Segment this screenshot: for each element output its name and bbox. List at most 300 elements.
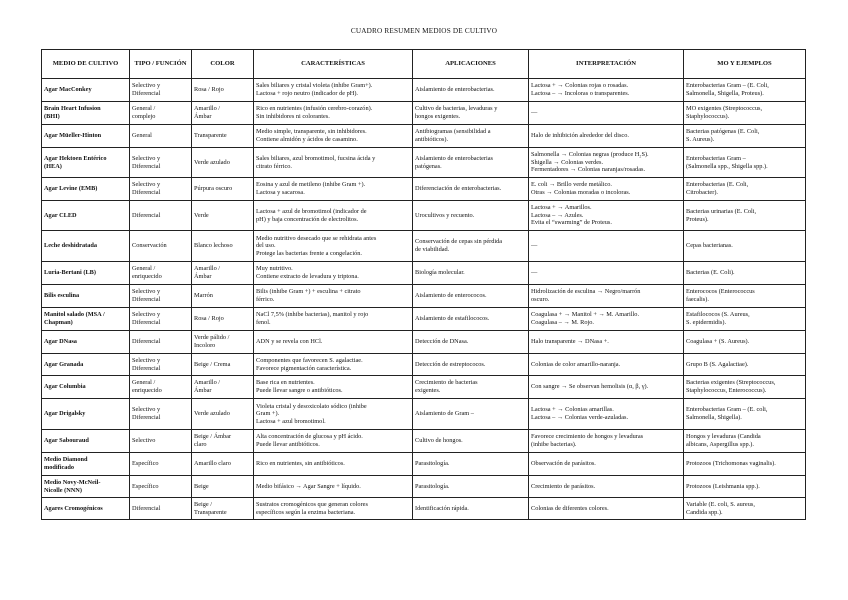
cell-text-line: Verde azulado <box>194 158 230 166</box>
medium-name-cell <box>42 331 130 354</box>
table-row <box>42 476 806 498</box>
cell-text-line: Bilis esculina <box>44 292 80 300</box>
examples-cell <box>684 331 806 354</box>
cell-text-line: Agar Müeller-Hinton <box>44 132 102 140</box>
cell-text-line: Salmonella, Shigella, Proteus). <box>686 90 764 97</box>
cell-text-line: Diferencial <box>132 338 161 346</box>
table-row <box>42 453 806 476</box>
header-caracteristicas: CARACTERÍSTICAS <box>254 50 413 79</box>
cell-text-line: Crecimiento de bacterias <box>415 379 478 387</box>
cell-text-line: Sin inhibidores ni colorantes. <box>256 113 330 120</box>
applications-cell <box>413 453 529 476</box>
cell-text-line: férrico. <box>256 296 275 303</box>
cell-text-line: Lactosa + → Amarillos. <box>531 204 592 212</box>
medium-name-cell <box>42 148 130 178</box>
cell-text-line: Rico en nutrientes, sin antibióticos. <box>256 460 345 468</box>
cell-text-line: albicans, Aspergillus spp.). <box>686 441 754 448</box>
cell-text-line: Parasitología. <box>415 482 450 490</box>
characteristics-cell <box>254 125 413 148</box>
table-row <box>42 178 806 201</box>
interpretation-cell <box>529 354 684 376</box>
cell-text-line: — <box>531 269 538 277</box>
cell-text-line: Sustratos cromogénicos que generan colores <box>256 500 368 508</box>
cell-text-line: Biología molecular. <box>415 269 465 277</box>
cell-text-line: fenol. <box>256 319 271 326</box>
cell-text-line: Agar CLED <box>44 211 77 219</box>
header-color: COLOR <box>192 50 254 79</box>
cell-text-line: Diferencial <box>132 211 161 219</box>
cell-text-line: Lactosa y sacarosa. <box>256 189 305 196</box>
interpretation-cell <box>529 79 684 102</box>
cell-text-line: Alta concentración de glucosa y pH ácido. <box>256 433 363 441</box>
cell-text-line: General / <box>132 265 156 273</box>
type-cell <box>130 308 192 331</box>
table-row <box>42 308 806 331</box>
characteristics-cell <box>254 231 413 262</box>
characteristics-cell <box>254 148 413 178</box>
cell-text-line: MO exigentes (Streptococcus, <box>686 105 763 113</box>
color-cell <box>192 498 254 520</box>
characteristics-cell <box>254 354 413 376</box>
interpretation-cell <box>529 399 684 430</box>
cell-text-line: Diferenciación de enterobacterias. <box>415 185 502 193</box>
applications-cell <box>413 430 529 453</box>
cell-text-line: Puede llevar sangre o antibióticos. <box>256 387 343 394</box>
examples-cell <box>684 498 806 520</box>
cell-text-line: General <box>132 132 152 140</box>
cell-text-line: Ámbar <box>194 113 212 120</box>
culture-media-table <box>41 49 806 520</box>
cell-text-line: Componentes que favorecen S. agalactiae. <box>256 356 363 364</box>
cell-text-line: específicos según la enzima bacteriana. <box>256 508 356 516</box>
cell-text-line: Coagulasa – → M. Rojo. <box>531 319 594 326</box>
cell-text-line: Diferencial <box>132 364 161 372</box>
cell-text-line: Amarillo / <box>194 379 221 387</box>
applications-cell <box>413 354 529 376</box>
medium-name-cell <box>42 178 130 201</box>
type-cell <box>130 331 192 354</box>
interpretation-cell <box>529 308 684 331</box>
color-cell <box>192 399 254 430</box>
cell-text-line: Lactosa – → Incoloras o transparentes. <box>531 90 630 97</box>
cell-text-line: Base rica en nutrientes. <box>256 379 315 387</box>
color-cell <box>192 376 254 399</box>
cell-text-line: Lactosa + → Colonias amarillas. <box>531 406 614 414</box>
cell-text-line: Selectivo y <box>132 154 161 162</box>
type-cell <box>130 102 192 125</box>
cell-text-line: NaCl 7,5% (inhibe bacterias), manitol y rojo <box>256 311 369 319</box>
examples-cell <box>684 430 806 453</box>
medium-name-cell <box>42 285 130 308</box>
cell-text-line: Enterobacterias Gram – <box>686 154 746 162</box>
cell-text-line: Medio simple, transparente, sin inhibidores. <box>256 128 367 136</box>
characteristics-cell <box>254 453 413 476</box>
cell-text-line: Específico <box>132 460 159 468</box>
cell-text-line: Diferencial <box>132 189 161 196</box>
cell-text-line: (Salmonella spp., Shigella spp.). <box>686 162 768 170</box>
cell-text-line: Ámbar <box>194 387 212 394</box>
color-cell <box>192 331 254 354</box>
cell-text-line: Protege las bacterias frente a congelación. <box>256 249 362 257</box>
cell-text-line: antibióticos). <box>415 136 449 143</box>
interpretation-cell <box>529 476 684 498</box>
table-row <box>42 231 806 262</box>
examples-cell <box>684 231 806 262</box>
cell-text-line: Detección de DNasa. <box>415 338 469 346</box>
applications-cell <box>413 285 529 308</box>
cell-text-line: Eosina y azul de metileno (inhibe Gram +). <box>256 181 366 189</box>
table-row <box>42 79 806 102</box>
medium-name-cell <box>42 201 130 231</box>
cell-text-line: Gram +). <box>256 410 280 418</box>
header-medio: MEDIO DE CULTIVO <box>42 50 130 79</box>
cell-text-line: Verde <box>194 211 209 219</box>
cell-text-line: Fermentadores → Colonias naranjas/rosadas. <box>531 166 646 174</box>
interpretation-cell <box>529 376 684 399</box>
cell-text-line: Diferencial <box>132 296 161 303</box>
cell-text-line: Rosa / Rojo <box>194 86 224 94</box>
cell-text-line: General / <box>132 105 156 113</box>
characteristics-cell <box>254 331 413 354</box>
cell-text-line: Staphylococcus). <box>686 113 730 120</box>
characteristics-cell <box>254 79 413 102</box>
cell-text-line: Nicolle (NNN) <box>44 486 82 494</box>
cell-text-line: Agar Granada <box>44 360 84 368</box>
color-cell <box>192 262 254 285</box>
characteristics-cell <box>254 430 413 453</box>
type-cell <box>130 430 192 453</box>
color-cell <box>192 285 254 308</box>
cell-text-line: Selectivo y <box>132 356 161 364</box>
examples-cell <box>684 262 806 285</box>
interpretation-cell <box>529 148 684 178</box>
cell-text-line: modificado <box>44 464 75 471</box>
cell-text-line: Contiene almidón y ácidos de casamino. <box>256 136 358 143</box>
cell-text-line: Estafilococos (S. Aureus, <box>686 311 750 319</box>
cell-text-line: Beige / Crema <box>194 360 231 368</box>
cell-text-line: (HEA) <box>44 162 62 170</box>
cell-text-line: Crecimiento de parásitos. <box>531 482 596 490</box>
cell-text-line: Medio bifásico → Agar Sangre + líquido. <box>256 482 361 490</box>
cell-text-line: Staphylococcus, Enterococcus). <box>686 387 767 394</box>
cell-text-line: Con sangre → Se observan hemolisis (α, β, γ). <box>531 383 649 391</box>
cell-text-line: Identificación rápida. <box>415 504 469 512</box>
cell-text-line: Detección de estreptococos. <box>415 360 486 368</box>
examples-cell <box>684 79 806 102</box>
examples-cell <box>684 148 806 178</box>
cell-text-line: Conservación <box>132 242 167 250</box>
cell-text-line: Variable (E. coli, S. aureus, <box>686 500 755 508</box>
table-row <box>42 125 806 148</box>
cell-text-line: Cultivo de hongos. <box>415 437 463 445</box>
applications-cell <box>413 231 529 262</box>
cell-text-line: Coagulasa + (S. Aureus). <box>686 338 750 346</box>
cell-text-line: Salmonella, Shigella). <box>686 414 742 421</box>
color-cell <box>192 430 254 453</box>
medium-name-cell <box>42 476 130 498</box>
cell-text-line: Halo transparente → DNasa +. <box>531 338 609 346</box>
color-cell <box>192 148 254 178</box>
cell-text-line: complejo <box>132 113 156 120</box>
cell-text-line: Hongos y levaduras (Candida <box>686 433 761 441</box>
table-row <box>42 102 806 125</box>
cell-text-line: Salmonella → Colonias negras (produce H₂S). <box>531 151 649 159</box>
document-title: CUADRO RESUMEN MEDIOS DE CULTIVO <box>350 27 498 35</box>
applications-cell <box>413 178 529 201</box>
cell-text-line: Agar MacConkey <box>44 86 92 94</box>
medium-name-cell <box>42 308 130 331</box>
type-cell <box>130 125 192 148</box>
cell-text-line: Incoloro <box>194 342 216 349</box>
color-cell <box>192 453 254 476</box>
color-cell <box>192 354 254 376</box>
cell-text-line: Marrón <box>194 292 213 300</box>
cell-text-line: Selectivo y <box>132 181 161 189</box>
interpretation-cell <box>529 262 684 285</box>
interpretation-cell <box>529 201 684 231</box>
header-tipo: TIPO / FUNCIÓN <box>130 50 192 79</box>
type-cell <box>130 231 192 262</box>
examples-cell <box>684 376 806 399</box>
cell-text-line: Lactosa – → Azules. <box>531 211 584 219</box>
cell-text-line: S. epidermidis). <box>686 319 727 326</box>
color-cell <box>192 79 254 102</box>
cell-text-line: Violeta cristal y desoxicolato sódico (inhibe <box>256 402 367 410</box>
examples-cell <box>684 285 806 308</box>
characteristics-cell <box>254 102 413 125</box>
interpretation-cell <box>529 430 684 453</box>
examples-cell <box>684 201 806 231</box>
characteristics-cell <box>254 498 413 520</box>
examples-cell <box>684 399 806 430</box>
table-row <box>42 285 806 308</box>
cell-text-line: Parasitología. <box>415 460 450 468</box>
type-cell <box>130 79 192 102</box>
interpretation-cell <box>529 231 684 262</box>
examples-cell <box>684 476 806 498</box>
cell-text-line: claro <box>194 441 207 448</box>
cell-text-line: E. coli → Brillo verde metálico. <box>531 181 612 189</box>
examples-cell <box>684 308 806 331</box>
interpretation-cell <box>529 498 684 520</box>
interpretation-cell <box>529 453 684 476</box>
cell-text-line: Bacterias patógenas (E. Coli, <box>686 128 760 136</box>
medium-name-cell <box>42 125 130 148</box>
cell-text-line: Lactosa + azul de bromotimol (indicador de <box>256 207 367 215</box>
cell-text-line: Aislamiento de enterobacterias. <box>415 86 495 94</box>
cell-text-line: Aislamiento de enterobacterias <box>415 154 493 162</box>
cell-text-line: — <box>531 109 538 117</box>
cell-text-line: Púrpura oscuro <box>194 185 233 193</box>
cell-text-line: Beige <box>194 482 209 490</box>
cell-text-line: Favorece crecimiento de hongos y levaduras <box>531 433 644 441</box>
cell-text-line: Antibiogramas (sensibilidad a <box>415 128 491 136</box>
cell-text-line: Coagulasa + → Manitol + → M. Amarillo. <box>531 311 640 319</box>
cell-text-line: Bacterias urinarias (E. Coli, <box>686 207 757 215</box>
characteristics-cell <box>254 178 413 201</box>
characteristics-cell <box>254 308 413 331</box>
color-cell <box>192 476 254 498</box>
type-cell <box>130 453 192 476</box>
cell-text-line: Selectivo y <box>132 288 161 296</box>
cell-text-line: Selectivo y <box>132 82 161 90</box>
cell-text-line: Blanco lechoso <box>194 242 233 250</box>
table-row <box>42 331 806 354</box>
cell-text-line: Evita el “swarming” de Proteus. <box>531 219 612 227</box>
interpretation-cell <box>529 102 684 125</box>
cell-text-line: Otras → Colonias moradas o incoloras. <box>531 189 631 196</box>
cell-text-line: Enterococos (Enterococcus <box>686 288 755 296</box>
cell-text-line: faecalis). <box>686 296 709 303</box>
applications-cell <box>413 498 529 520</box>
examples-cell <box>684 125 806 148</box>
cell-text-line: Chapman) <box>44 319 73 326</box>
cell-text-line: Amarillo / <box>194 265 221 273</box>
applications-cell <box>413 399 529 430</box>
table-row <box>42 376 806 399</box>
cell-text-line: Colonias de diferentes colores. <box>531 504 609 512</box>
medium-name-cell <box>42 453 130 476</box>
medium-name-cell <box>42 399 130 430</box>
medium-name-cell <box>42 262 130 285</box>
table-row <box>42 262 806 285</box>
type-cell <box>130 354 192 376</box>
characteristics-cell <box>254 201 413 231</box>
cell-text-line: S. Aureus). <box>686 136 715 143</box>
cell-text-line: pH) y baja concentración de electrolitos. <box>256 215 359 223</box>
cell-text-line: (inhibe bacterias). <box>531 441 577 448</box>
cell-text-line: Candida spp.). <box>686 508 723 516</box>
interpretation-cell <box>529 285 684 308</box>
applications-cell <box>413 308 529 331</box>
applications-cell <box>413 331 529 354</box>
cell-text-line: Amarillo / <box>194 105 221 113</box>
cell-text-line: ADN y se revela con HCl. <box>256 338 323 346</box>
cell-text-line: Favorece pigmentación característica. <box>256 364 352 372</box>
medium-name-cell <box>42 79 130 102</box>
cell-text-line: Enterobacterias Gram – (E. coli, <box>686 406 768 414</box>
applications-cell <box>413 262 529 285</box>
cell-text-line: Protozoos (Trichomonas vaginalis). <box>686 460 776 468</box>
table-row <box>42 148 806 178</box>
characteristics-cell <box>254 476 413 498</box>
type-cell <box>130 201 192 231</box>
cell-text-line: Diferencial <box>132 90 161 97</box>
header-ejemplos: MO Y EJEMPLOS <box>684 50 806 79</box>
cell-text-line: Leche deshidratada <box>44 242 98 250</box>
cell-text-line: Verde pálido / <box>194 334 230 342</box>
cell-text-line: patógenas. <box>415 162 442 170</box>
cell-text-line: Diferencial <box>132 504 161 512</box>
cell-text-line: Amarillo claro <box>194 460 231 468</box>
characteristics-cell <box>254 376 413 399</box>
cell-text-line: de viabilidad. <box>415 246 450 253</box>
cell-text-line: Selectivo y <box>132 311 161 319</box>
cell-text-line: Shigella → Colonias verdes. <box>531 158 604 166</box>
cell-text-line: Lactosa + → Colonias rojas o rosadas. <box>531 82 629 90</box>
examples-cell <box>684 453 806 476</box>
applications-cell <box>413 79 529 102</box>
cell-text-line: Halo de inhibición alrededor del disco. <box>531 132 629 140</box>
applications-cell <box>413 148 529 178</box>
medium-name-cell <box>42 354 130 376</box>
cell-text-line: Agar Levine (EMB) <box>44 185 98 193</box>
cell-text-line: Lactosa + rojo neutro (indicador de pH). <box>256 90 358 97</box>
characteristics-cell <box>254 262 413 285</box>
color-cell <box>192 201 254 231</box>
cell-text-line: Agar Hektoen Entérico <box>44 154 107 162</box>
cell-text-line: Grupo B (S. Agalactiae). <box>686 360 749 368</box>
interpretation-cell <box>529 125 684 148</box>
cell-text-line: hongos exigentes. <box>415 113 461 120</box>
examples-cell <box>684 354 806 376</box>
cell-text-line: Colonias de color amarillo-naranja. <box>531 360 621 368</box>
cell-text-line: Puede llevar antibióticos. <box>256 441 320 448</box>
cell-text-line: Sales biliares y cristal violeta (inhibe Gram+). <box>256 82 373 90</box>
color-cell <box>192 125 254 148</box>
type-cell <box>130 285 192 308</box>
cell-text-line: Agar Columbia <box>44 383 86 391</box>
table-row <box>42 354 806 376</box>
color-cell <box>192 231 254 262</box>
cell-text-line: Bacterias exigentes (Streptococcus, <box>686 379 776 387</box>
medium-name-cell <box>42 376 130 399</box>
cell-text-line: Conservación de cepas sin pérdida <box>415 238 503 246</box>
cell-text-line: Selectivo <box>132 437 156 445</box>
examples-cell <box>684 102 806 125</box>
table-header-row <box>42 50 806 79</box>
cell-text-line: citrato férrico. <box>256 162 293 170</box>
cell-text-line: Lactosa + azul bromotimol. <box>256 417 326 425</box>
cell-text-line: Sales biliares, azul bromotimol, fucsina ácida y <box>256 154 376 162</box>
cell-text-line: Citrobacter). <box>686 189 718 196</box>
medium-name-cell <box>42 430 130 453</box>
header-aplicaciones: APLICACIONES <box>413 50 529 79</box>
cell-text-line: Proteus). <box>686 215 709 223</box>
cell-text-line: enriquecido <box>132 387 162 394</box>
cell-text-line: Luria-Bertani (LB) <box>44 269 96 277</box>
cell-text-line: Aislamiento de enterococos. <box>415 292 487 300</box>
cell-text-line: enriquecido <box>132 273 162 280</box>
cell-text-line: Agar Sabouraud <box>44 437 89 445</box>
cell-text-line: Ámbar <box>194 273 212 280</box>
cell-text-line: Bilis (inhibe Gram +) + esculina + citrato <box>256 288 361 296</box>
header-interpretacion: INTERPRETACIÓN <box>529 50 684 79</box>
medium-name-cell <box>42 231 130 262</box>
examples-cell <box>684 178 806 201</box>
cell-text-line: Beige / Ámbar <box>194 433 232 441</box>
cell-text-line: Contiene extracto de levadura y triptona. <box>256 273 359 280</box>
cell-text-line: Cultivo de bacterias, levaduras y <box>415 105 498 113</box>
cell-text-line: Agar Drigalsky <box>44 410 86 418</box>
applications-cell <box>413 125 529 148</box>
cell-text-line: Hidrolización de esculina → Negro/marrón <box>531 288 641 296</box>
applications-cell <box>413 376 529 399</box>
interpretation-cell <box>529 331 684 354</box>
color-cell <box>192 102 254 125</box>
cell-text-line: Manitol salado (MSA / <box>44 311 105 319</box>
applications-cell <box>413 102 529 125</box>
cell-text-line: Bacterias (E. Coli). <box>686 269 735 277</box>
type-cell <box>130 148 192 178</box>
cell-text-line: Medio Diamond <box>44 456 88 464</box>
type-cell <box>130 376 192 399</box>
cell-text-line: Muy nutritivo. <box>256 265 293 273</box>
medium-name-cell <box>42 102 130 125</box>
table-row <box>42 430 806 453</box>
type-cell <box>130 476 192 498</box>
cell-text-line: Específico <box>132 482 159 490</box>
